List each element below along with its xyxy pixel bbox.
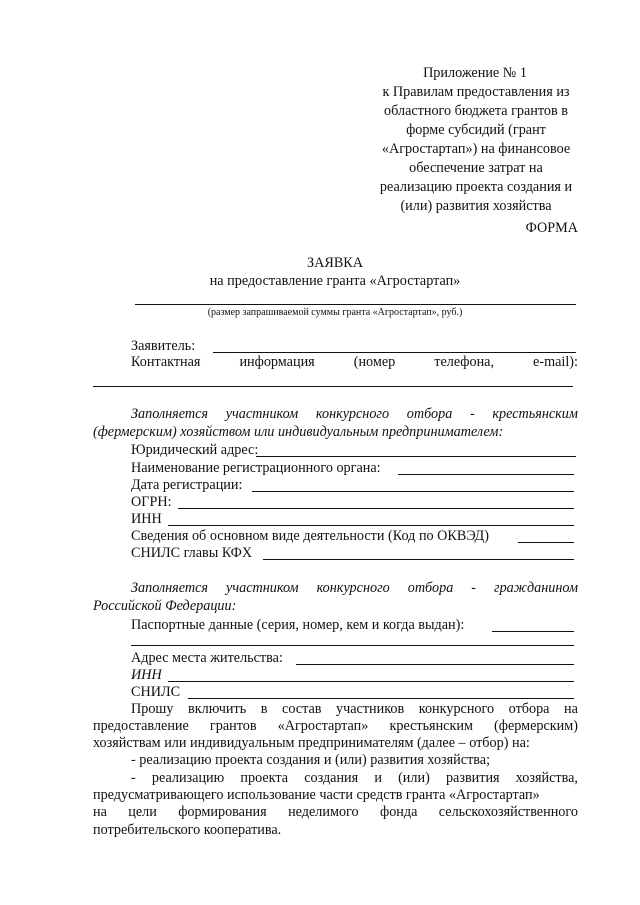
form-label: ФОРМА [525, 220, 578, 236]
passport-line-2[interactable] [131, 645, 574, 646]
residence-address-label: Адрес места жительства: [131, 650, 283, 666]
legal-address-line[interactable] [256, 456, 576, 457]
inn-label: ИНН [131, 511, 162, 527]
contact-info-label: Контактная информация (номер телефона, e-mail): [131, 354, 578, 370]
citizen-section-note: Заполняется участником конкурсного отбора - гражданином [131, 580, 578, 596]
appendix-line: «Агростартап») на финансовое [381, 141, 571, 157]
citizen-section-note-cont: Российской Федерации: [93, 598, 237, 614]
applicant-label: Заявитель: [131, 338, 196, 354]
citizen-snils-line[interactable] [188, 698, 574, 699]
appendix-line: к Правилам предоставления из [382, 84, 570, 100]
snils-kfh-line[interactable] [263, 559, 574, 560]
inn-line[interactable] [168, 525, 574, 526]
passport-label: Паспортные данные (серия, номер, кем и когда выдан): [131, 617, 465, 633]
option-2: предусматривающего использование части средств гранта «Агростартап» [93, 787, 540, 803]
residence-address-line[interactable] [296, 664, 574, 665]
reg-authority-line[interactable] [398, 474, 574, 475]
passport-line[interactable] [492, 631, 574, 632]
request-text: предоставление грантов «Агростартап» крестьянским (фермерским) [93, 718, 578, 734]
reg-date-line[interactable] [252, 491, 574, 492]
appendix-line: обеспечение затрат на [409, 160, 543, 176]
snils-kfh-label: СНИЛС главы КФХ [131, 545, 253, 561]
citizen-inn-line[interactable] [168, 681, 574, 682]
appendix-line: (или) развития хозяйства [400, 198, 552, 214]
option-2: потребительского кооператива. [93, 822, 282, 838]
request-text: Прошу включить в состав участников конкурсного отбора на [131, 701, 578, 717]
okved-line[interactable] [518, 542, 574, 543]
appendix-line: реализацию проекта создания и [379, 179, 573, 195]
amount-hint: (размер запрашиваемой суммы гранта «Агростартап», руб.) [207, 307, 463, 318]
option-2: на цели формирования неделимого фонда сельскохозяйственного [93, 804, 578, 820]
legal-address-label: Юридический адрес: [131, 442, 259, 458]
request-text: хозяйствам или индивидуальным предпринимателям (далее – отбор) на: [93, 735, 530, 751]
ogrn-line[interactable] [178, 508, 574, 509]
ogrn-label: ОГРН: [131, 494, 172, 510]
reg-authority-label: Наименование регистрационного органа: [131, 460, 381, 476]
contact-input-line[interactable] [93, 386, 573, 387]
farmer-section-note-cont: (фермерским) хозяйством или индивидуальным предпринимателем: [93, 424, 504, 440]
okved-label: Сведения об основном виде деятельности (Код по ОКВЭД) [131, 528, 489, 544]
applicant-input-line[interactable] [213, 352, 576, 353]
citizen-inn-label: ИНН [131, 667, 162, 683]
doc-subtitle: на предоставление гранта «Агростартап» [209, 273, 461, 289]
citizen-snils-label: СНИЛС [131, 684, 181, 700]
farmer-section-note: Заполняется участником конкурсного отбора - крестьянским [131, 406, 578, 422]
appendix-title: Приложение № 1 [423, 65, 527, 81]
amount-field-line[interactable] [135, 304, 576, 305]
option-2: - реализацию проекта создания и (или) развития хозяйства, [131, 770, 578, 786]
appendix-line: областного бюджета грантов в [384, 103, 568, 119]
reg-date-label: Дата регистрации: [131, 477, 243, 493]
option-1: - реализацию проекта создания и (или) развития хозяйства; [131, 752, 491, 768]
appendix-line: форме субсидий (грант [406, 122, 546, 138]
doc-title: ЗАЯВКА [307, 255, 363, 271]
